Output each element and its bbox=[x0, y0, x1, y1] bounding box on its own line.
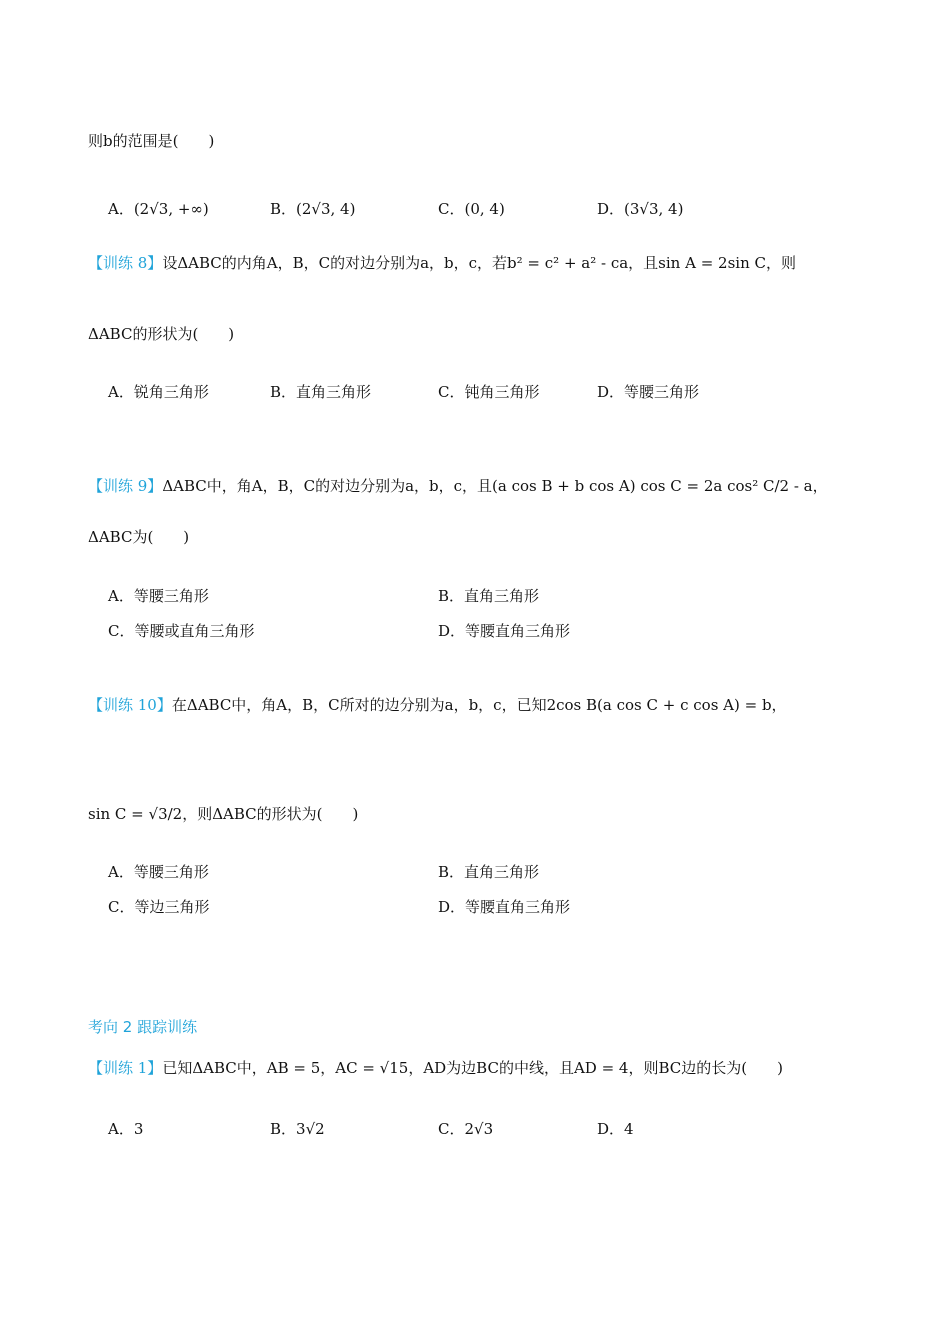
q9-option-c: C．等腰或直角三角形 bbox=[108, 622, 255, 640]
q7-stem-text: 则b的范围是( ) bbox=[88, 132, 215, 150]
q10-option-d: D．等腰直角三角形 bbox=[438, 898, 571, 916]
q10-text1: 在ΔABC中，角A，B，C所对的边分别为a，b，c，已知2cos B(a cos C + c cos A) = b， bbox=[171, 696, 787, 714]
q10-tag: 【训练 10】 bbox=[88, 696, 172, 714]
q9-line1 bbox=[88, 475, 828, 496]
q10-option-a: A．等腰三角形 bbox=[108, 863, 209, 881]
q8-line2 bbox=[88, 323, 234, 344]
q9-option-d: D．等腰直角三角形 bbox=[438, 622, 571, 640]
q9-text2: ΔABC为( ) bbox=[88, 528, 190, 546]
q10-option-b: B．直角三角形 bbox=[438, 863, 540, 881]
t1-text: 已知ΔABC中，AB = 5，AC = √15，AD为边BC的中线，且AD = 4，则BC边的长为( ) bbox=[162, 1059, 783, 1077]
q9-option-a: A．等腰三角形 bbox=[108, 587, 209, 605]
q7-stem bbox=[88, 130, 214, 151]
q7-option-b: B．(2√3, 4) bbox=[270, 200, 356, 218]
q10-text2: sin C = √3/2，则ΔABC的形状为( ) bbox=[88, 805, 359, 823]
q10-line1 bbox=[88, 694, 787, 715]
section-title: 考向 2 跟踪训练 bbox=[88, 1018, 198, 1036]
q7-option-c: C．(0, 4) bbox=[438, 200, 505, 218]
q7-option-d: D．(3√3, 4) bbox=[597, 200, 684, 218]
q8-option-d: D．等腰三角形 bbox=[597, 383, 700, 401]
q10-line2 bbox=[88, 803, 358, 824]
q8-option-b: B．直角三角形 bbox=[270, 383, 372, 401]
q9-tag: 【训练 9】 bbox=[88, 477, 163, 495]
t1-tag: 【训练 1】 bbox=[88, 1059, 163, 1077]
q9-text1: ΔABC中，角A，B，C的对边分别为a，b，c，且(a cos B + b cos A) cos C = 2a cos² C/2 - a， bbox=[162, 477, 828, 495]
q9-option-b: B．直角三角形 bbox=[438, 587, 540, 605]
t1-option-b: B．3√2 bbox=[270, 1120, 325, 1138]
q8-text2: ΔABC的形状为( ) bbox=[88, 325, 235, 343]
t1-option-a: A．3 bbox=[108, 1120, 144, 1138]
q9-line2 bbox=[88, 526, 189, 547]
q8-option-c: C．钝角三角形 bbox=[438, 383, 540, 401]
t1-option-c: C．2√3 bbox=[438, 1120, 494, 1138]
q7-option-a: A．(2√3, +∞) bbox=[108, 200, 209, 218]
q10-option-c: C．等边三角形 bbox=[108, 898, 210, 916]
q8-text1: 设ΔABC的内角A，B，C的对边分别为a，b，c，若b² = c² + a² - ca，且sin A = 2sin C，则 bbox=[162, 254, 796, 272]
t1-option-d: D．4 bbox=[597, 1120, 634, 1138]
q8-line1 bbox=[88, 252, 796, 273]
q8-option-a: A．锐角三角形 bbox=[108, 383, 209, 401]
q8-tag: 【训练 8】 bbox=[88, 254, 163, 272]
t1-line1 bbox=[88, 1057, 783, 1078]
